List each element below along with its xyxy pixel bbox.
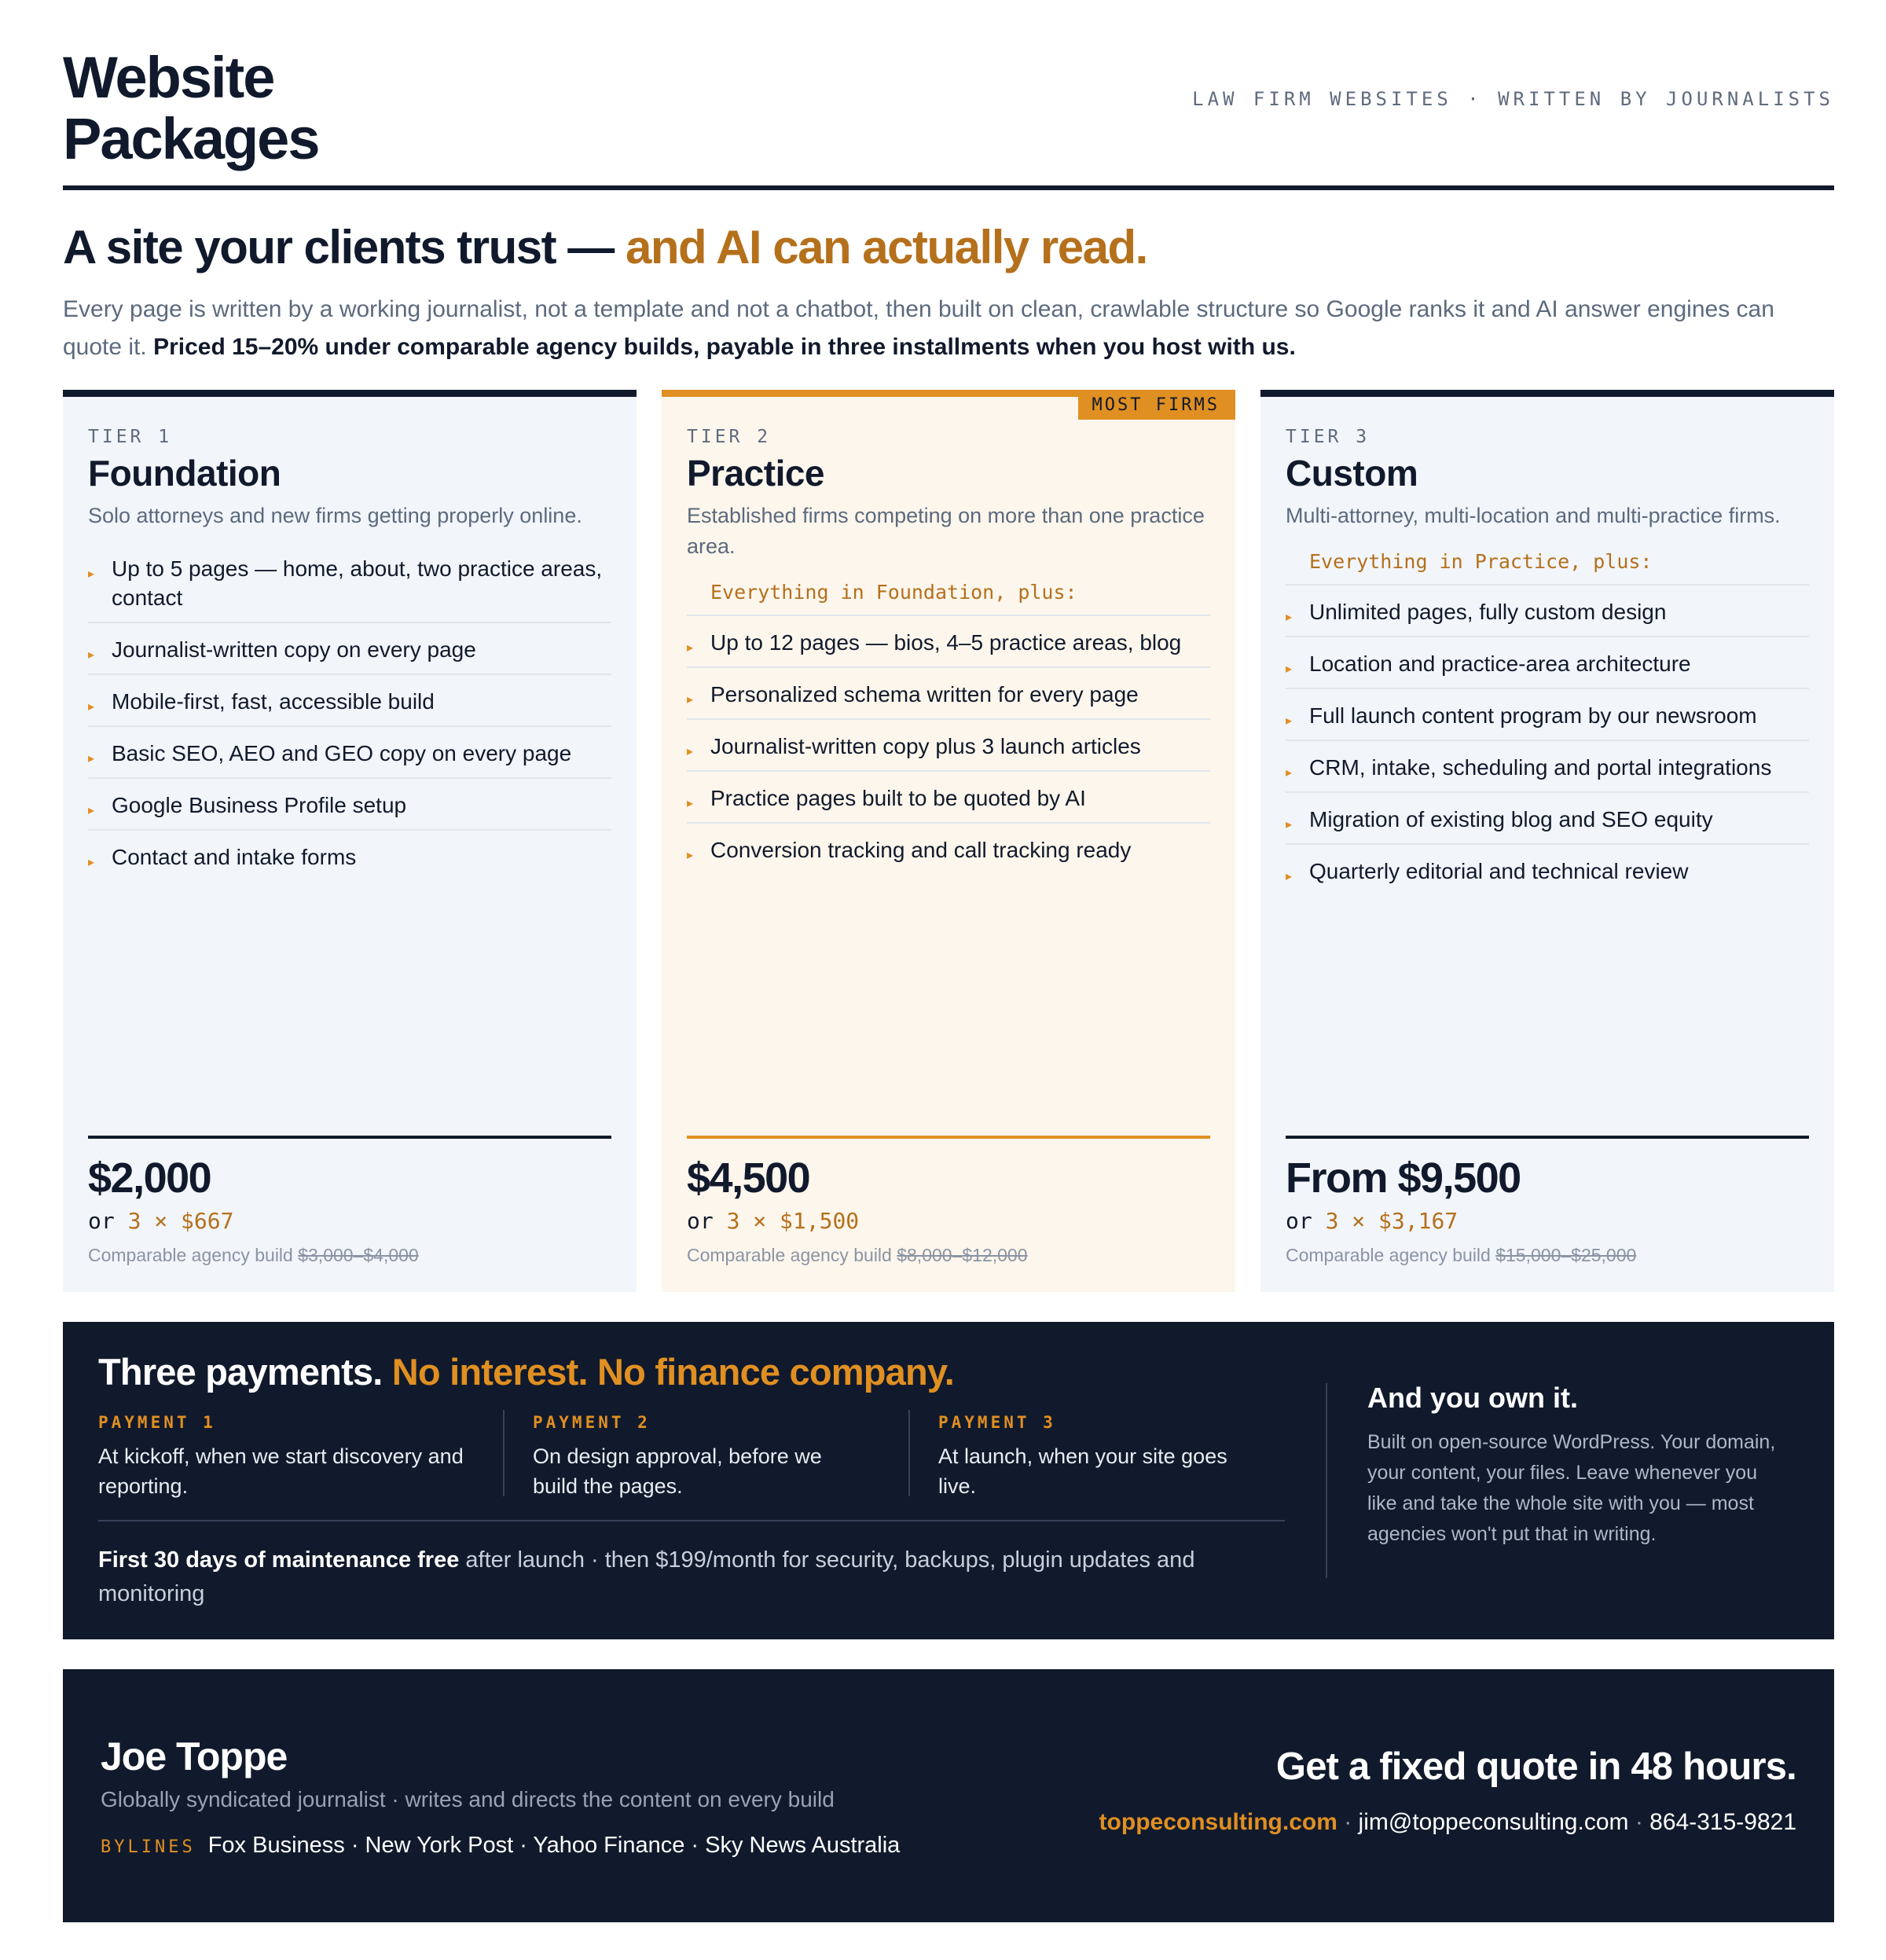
list-item	[1286, 689, 1809, 741]
list-item	[88, 727, 611, 779]
tier-label: TIER 1	[88, 427, 173, 447]
triangle-bullet-icon: ▸	[1286, 714, 1293, 728]
comparison-label: Comparable agency build	[88, 1245, 299, 1265]
payment-step-1	[98, 1410, 475, 1496]
agency-comparison	[88, 1245, 611, 1266]
list-item	[1286, 793, 1809, 845]
tier-pricing	[88, 1136, 611, 1266]
headline-accent: and AI can actually read.	[625, 221, 1147, 273]
feature-text: Up to 12 pages — bios, 4–5 practice areas, blog	[710, 630, 1182, 655]
payment-step-2	[503, 1410, 849, 1496]
contact-footer	[63, 1669, 1834, 1922]
tier-body	[687, 501, 1210, 874]
tier-body	[88, 501, 611, 881]
tier-description: Multi-attorney, multi-location and multi-practice firms.	[1286, 504, 1781, 527]
intro-bold: Priced 15–20% under comparable agency builds, payable in three installments when you host with us.	[153, 334, 1296, 360]
triangle-bullet-icon: ▸	[1286, 818, 1293, 831]
feature-text: Basic SEO, AEO and GEO copy on every page	[112, 741, 572, 765]
installment-prefix: or	[687, 1208, 727, 1234]
feature-text: Contact and intake forms	[112, 845, 357, 869]
list-item	[687, 772, 1210, 824]
maintenance-rest: after launch · then $199/month for security, backups, plugin updates and monitoring	[98, 1547, 1195, 1606]
tier-name: Foundation	[88, 453, 281, 494]
feature-text: Journalist-written copy on every page	[112, 637, 476, 662]
triangle-bullet-icon: ▸	[1286, 611, 1293, 624]
tier-description: Established firms competing on more than one practice area.	[687, 504, 1205, 558]
installment-amount: 3 × $1,500	[726, 1208, 860, 1234]
tier-card-custom	[1260, 390, 1834, 1292]
triangle-bullet-icon: ▸	[1286, 663, 1293, 676]
list-item	[88, 831, 611, 881]
tier-description: Solo attorneys and new firms getting properly online.	[88, 504, 582, 527]
tier-price: $4,500	[687, 1154, 810, 1202]
payments-title	[98, 1350, 954, 1393]
feature-list	[88, 542, 611, 881]
phone-link[interactable]: 864-315-9821	[1649, 1809, 1796, 1835]
tier-name: Practice	[687, 453, 825, 494]
separator: ·	[1628, 1809, 1650, 1835]
triangle-bullet-icon: ▸	[1286, 870, 1293, 883]
tier-label: TIER 3	[1286, 427, 1370, 447]
list-item	[687, 616, 1210, 668]
feature-text: Practice pages built to be quoted by AI	[710, 786, 1086, 810]
agency-comparison	[687, 1245, 1210, 1266]
payment-label: PAYMENT 2	[533, 1413, 651, 1432]
triangle-bullet-icon: ▸	[88, 752, 95, 765]
vertical-divider	[1326, 1383, 1327, 1578]
intro-paragraph	[63, 291, 1834, 366]
tier-price: $2,000	[88, 1154, 211, 1202]
triangle-bullet-icon: ▸	[88, 567, 95, 581]
feature-list	[1286, 585, 1809, 895]
triangle-bullet-icon: ▸	[88, 804, 95, 817]
email-link[interactable]: jim@toppeconsulting.com	[1358, 1809, 1629, 1835]
website-link[interactable]: toppeconsulting.com	[1099, 1809, 1337, 1835]
list-item	[1286, 585, 1809, 637]
tier-body	[1286, 501, 1809, 895]
tier-includes-note: Everything in Foundation, plus:	[687, 573, 1210, 616]
ownership-title: And you own it.	[1367, 1382, 1578, 1414]
feature-text: Migration of existing blog and SEO equity	[1309, 807, 1713, 831]
feature-text: Conversion tracking and call tracking ready	[710, 838, 1132, 862]
page-title-line-1: Website	[63, 45, 274, 110]
list-item	[687, 668, 1210, 720]
page-title-line-2: Packages	[63, 106, 319, 171]
feature-text: Location and practice-area architecture	[1309, 651, 1691, 676]
headline	[63, 220, 1147, 274]
comparison-range: $8,000–$12,000	[897, 1245, 1028, 1265]
maintenance-bold: First 30 days of maintenance free	[98, 1547, 460, 1573]
header-tagline: LAW FIRM WEBSITES · WRITTEN BY JOURNALISTS	[1192, 88, 1834, 110]
divider	[98, 1520, 1285, 1521]
page-header	[63, 47, 1834, 190]
comparison-range: $15,000–$25,000	[1495, 1245, 1637, 1265]
payment-step-3	[908, 1410, 1270, 1496]
comparison-label: Comparable agency build	[1286, 1245, 1496, 1265]
list-item	[88, 779, 611, 831]
tier-label: TIER 2	[687, 427, 772, 447]
most-firms-badge: MOST FIRMS	[1078, 390, 1235, 420]
triangle-bullet-icon: ▸	[687, 745, 694, 758]
payment-text: At launch, when your site goes live.	[938, 1444, 1227, 1498]
list-item	[687, 720, 1210, 772]
contact-line	[1099, 1809, 1796, 1836]
triangle-bullet-icon: ▸	[88, 856, 95, 869]
list-item	[687, 824, 1210, 874]
tier-price: From $9,500	[1286, 1154, 1521, 1202]
comparison-label: Comparable agency build	[687, 1245, 897, 1265]
payments-section	[63, 1322, 1834, 1639]
feature-list	[687, 616, 1210, 874]
feature-text: Google Business Profile setup	[112, 793, 407, 817]
installment-amount: 3 × $667	[127, 1208, 234, 1234]
triangle-bullet-icon: ▸	[687, 849, 694, 862]
triangle-bullet-icon: ▸	[88, 648, 95, 662]
payment-label: PAYMENT 3	[938, 1413, 1056, 1432]
tier-pricing	[687, 1136, 1210, 1266]
list-item	[88, 623, 611, 675]
page-title	[63, 47, 319, 170]
comparison-range: $3,000–$4,000	[298, 1245, 419, 1265]
feature-text: Full launch content program by our newsroom	[1309, 703, 1757, 728]
maintenance-note	[98, 1543, 1285, 1611]
ownership-text: Built on open-source WordPress. Your domain, your content, your files. Leave whenever you like and take the whole site with you — most agencies won't put that in writing.	[1367, 1431, 1776, 1545]
feature-text: Journalist-written copy plus 3 launch articles	[710, 734, 1141, 758]
payment-text: On design approval, before we build the pages.	[533, 1444, 822, 1498]
installment-plan	[1286, 1208, 1809, 1234]
triangle-bullet-icon: ▸	[88, 700, 95, 714]
quote-cta: Get a fixed quote in 48 hours.	[1275, 1745, 1796, 1788]
payments-title-accent: No interest. No finance company.	[391, 1351, 955, 1393]
author-role: Globally syndicated journalist · writes and directs the content on every build	[101, 1787, 835, 1811]
tier-name: Custom	[1286, 453, 1418, 494]
author-name: Joe Toppe	[101, 1734, 288, 1778]
feature-text: Up to 5 pages — home, about, two practice areas, contact	[112, 556, 603, 610]
list-item	[88, 675, 611, 727]
installment-plan	[88, 1208, 611, 1234]
payment-label: PAYMENT 1	[98, 1413, 216, 1432]
bylines-list: Fox Business · New York Post · Yahoo Finance · Sky News Australia	[207, 1833, 901, 1858]
list-item	[1286, 637, 1809, 689]
triangle-bullet-icon: ▸	[687, 641, 694, 655]
feature-text: Mobile-first, fast, accessible build	[112, 689, 435, 714]
tier-pricing	[1286, 1136, 1809, 1266]
feature-text: Quarterly editorial and technical review	[1309, 859, 1689, 883]
list-item	[88, 542, 611, 623]
agency-comparison	[1286, 1245, 1809, 1266]
list-item	[1286, 845, 1809, 895]
triangle-bullet-icon: ▸	[687, 797, 694, 810]
headline-main: A site your clients trust —	[63, 221, 626, 273]
bylines-label: BYLINES	[101, 1837, 196, 1857]
feature-text: CRM, intake, scheduling and portal integrations	[1309, 755, 1772, 780]
separator: ·	[1337, 1809, 1359, 1835]
intro-text: Every page is written by a working journalist, not a template and not a chatbot, then built on clean, crawlable structure so Google ranks it and AI answer engines can quote it.	[63, 296, 1774, 360]
list-item	[1286, 741, 1809, 793]
feature-text: Personalized schema written for every page	[710, 682, 1139, 707]
tier-includes-note: Everything in Practice, plus:	[1286, 542, 1809, 585]
installment-plan	[687, 1208, 1210, 1234]
installment-prefix: or	[1286, 1208, 1326, 1234]
payment-text: At kickoff, when we start discovery and reporting.	[98, 1444, 464, 1498]
tier-card-practice	[662, 390, 1235, 1292]
triangle-bullet-icon: ▸	[1286, 766, 1293, 780]
tier-card-foundation	[63, 390, 637, 1292]
payments-title-main: Three payments.	[98, 1351, 392, 1393]
installment-prefix: or	[88, 1208, 128, 1234]
ownership-panel	[1367, 1382, 1792, 1550]
installment-amount: 3 × $3,167	[1325, 1208, 1459, 1234]
bylines	[101, 1833, 900, 1859]
feature-text: Unlimited pages, fully custom design	[1309, 600, 1667, 624]
triangle-bullet-icon: ▸	[687, 693, 694, 707]
